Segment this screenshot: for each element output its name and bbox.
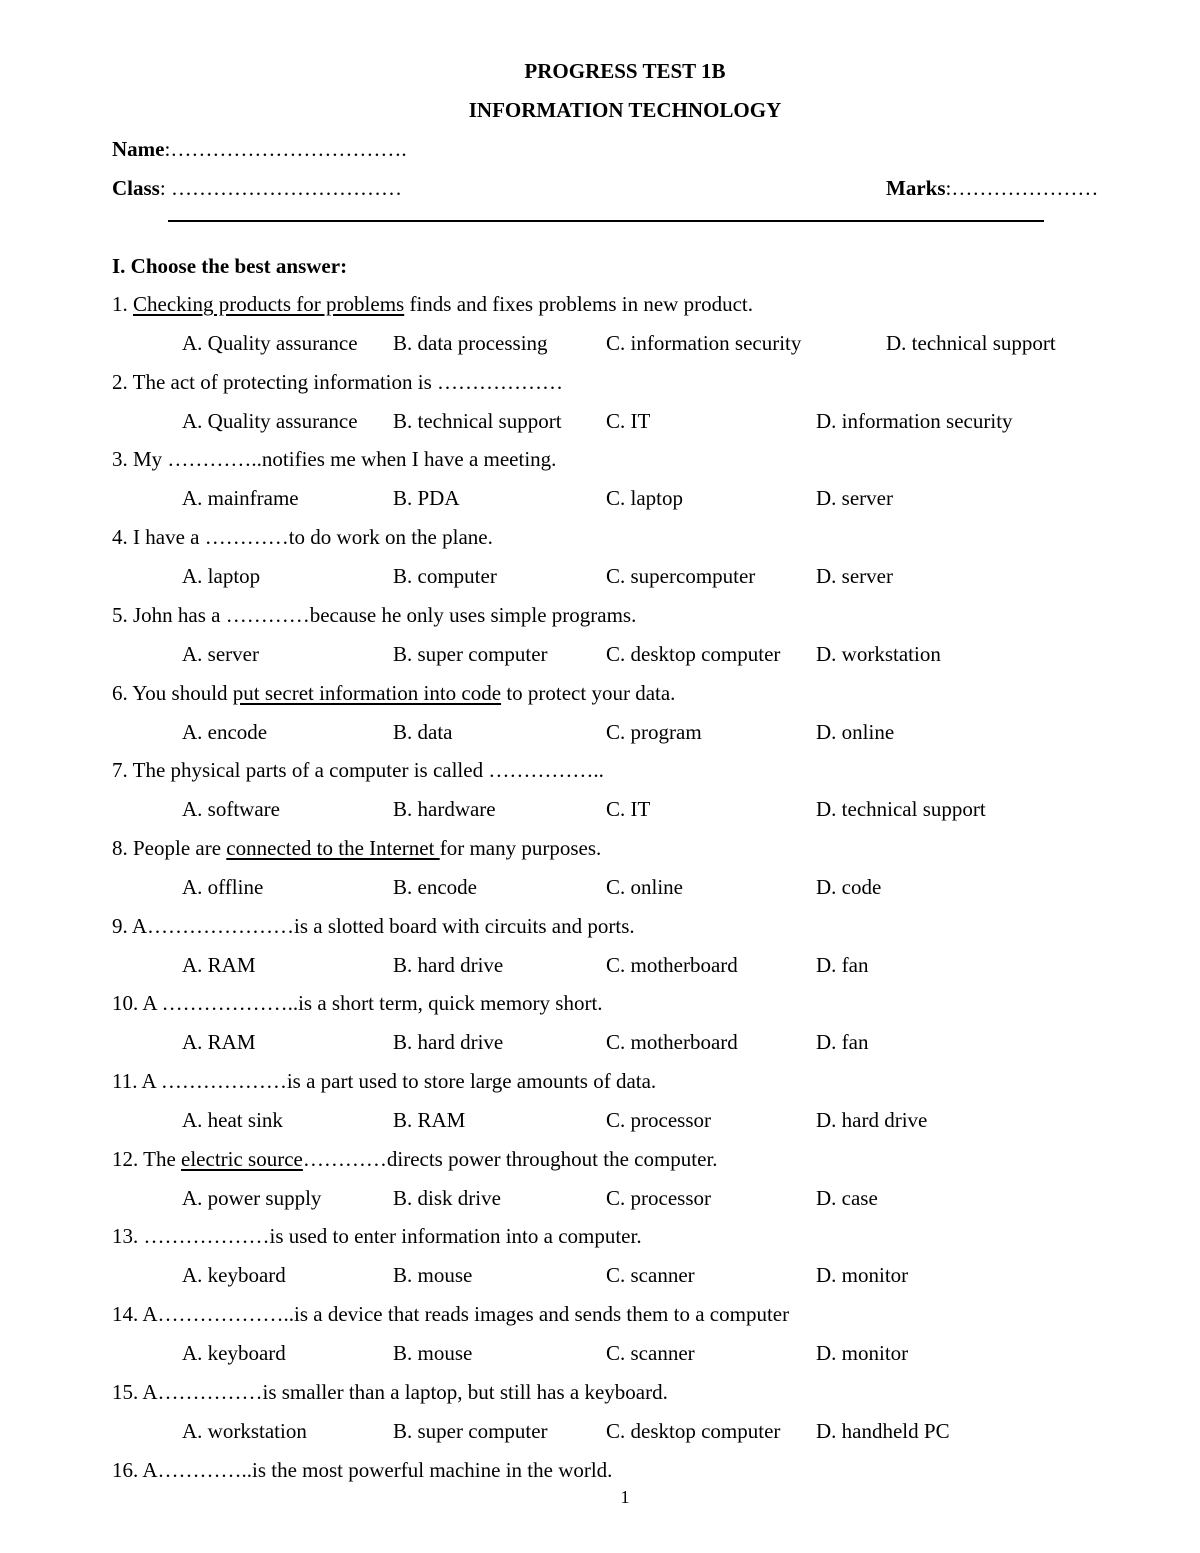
section-title: I. Choose the best answer: — [112, 254, 348, 278]
marks-field — [886, 175, 1098, 201]
answer-option: D. hard drive — [816, 1108, 928, 1132]
question-text — [112, 524, 493, 550]
underlined-phrase: Checking products for problems — [133, 292, 405, 316]
question-stem: 9. A…………………is a slotted board with circuits and ports. — [112, 914, 635, 938]
test-title: PROGRESS TEST 1B — [524, 59, 726, 83]
question-text — [112, 602, 636, 628]
question-stem-end: for many purposes. — [439, 836, 602, 860]
answer-option: C. motherboard — [606, 1030, 738, 1054]
question-stem: 8. People are — [112, 836, 227, 860]
answer-option: D. server — [816, 486, 893, 510]
underlined-phrase: put secret information into code — [232, 681, 502, 705]
answer-option: D. technical support — [816, 797, 986, 821]
question-stem-end: finds and fixes problems in new product. — [404, 292, 753, 316]
question-stem: 2. The act of protecting information is ……………… — [112, 370, 564, 394]
question-stem: 13. ………………is used to enter information into a computer. — [112, 1224, 642, 1248]
answer-option: B. data processing — [393, 331, 548, 355]
answer-option: C. scanner — [606, 1341, 695, 1365]
answer-option: B. encode — [393, 875, 477, 899]
answer-option: A. heat sink — [182, 1108, 283, 1132]
answer-option: A. laptop — [182, 564, 261, 588]
answer-option: B. hardware — [393, 797, 496, 821]
answer-option: C. laptop — [606, 486, 683, 510]
question-stem: 10. A ………………..is a short term, quick memory short. — [112, 991, 603, 1015]
answer-option: C. scanner — [606, 1263, 695, 1287]
subject-title: INFORMATION TECHNOLOGY — [468, 98, 782, 122]
answer-option: A. encode — [182, 720, 268, 744]
answer-option: D. code — [816, 875, 882, 899]
question-stem-end: …………directs power throughout the computer. — [302, 1147, 718, 1171]
answer-option: D. online — [816, 720, 895, 744]
answer-option: C. online — [606, 875, 683, 899]
answer-option: D. case — [816, 1186, 878, 1210]
question-text — [112, 1301, 789, 1327]
class-label: Class — [112, 176, 160, 200]
answer-option: A. RAM — [182, 1030, 256, 1054]
answer-option: A. keyboard — [182, 1341, 286, 1365]
answer-option: A. keyboard — [182, 1263, 286, 1287]
question-stem: 6. You should — [112, 681, 233, 705]
answer-option: D. handheld PC — [816, 1419, 950, 1443]
question-stem-end: to protect your data. — [501, 681, 676, 705]
answer-option: D. monitor — [816, 1263, 909, 1287]
question-stem: 7. The physical parts of a computer is called …………….. — [112, 758, 604, 782]
answer-option: C. information security — [606, 331, 802, 355]
answer-option: B. mouse — [393, 1341, 473, 1365]
answer-option: A. workstation — [182, 1419, 307, 1443]
question-text — [112, 1068, 656, 1094]
answer-option: A. Quality assurance — [182, 331, 358, 355]
marks-dots: :………………… — [945, 176, 1099, 200]
answer-option: A. power supply — [182, 1186, 322, 1210]
answer-option: B. data — [393, 720, 453, 744]
answer-option: B. PDA — [393, 486, 460, 510]
question-text — [112, 369, 563, 395]
answer-option: B. super computer — [393, 642, 548, 666]
answer-option: C. IT — [606, 409, 651, 433]
answer-option: C. desktop computer — [606, 642, 781, 666]
question-text — [112, 291, 753, 317]
answer-option: A. software — [182, 797, 280, 821]
question-stem: 5. John has a …………because he only uses simple programs. — [112, 603, 637, 627]
underlined-phrase: connected to the Internet — [226, 836, 440, 860]
question-stem: 4. I have a …………to do work on the plane. — [112, 525, 493, 549]
question-text — [112, 680, 675, 706]
name-dots: :……………………………. — [164, 137, 407, 161]
answer-option: C. program — [606, 720, 702, 744]
answer-option: A. RAM — [182, 953, 256, 977]
answer-option: A. offline — [182, 875, 264, 899]
answer-option: C. IT — [606, 797, 651, 821]
answer-option: D. technical support — [886, 331, 1056, 355]
name-field — [112, 136, 407, 162]
answer-option: C. desktop computer — [606, 1419, 781, 1443]
answer-option: B. RAM — [393, 1108, 466, 1132]
question-text — [112, 913, 635, 939]
question-stem: 14. A………………..is a device that reads images and sends them to a computer — [112, 1302, 790, 1326]
answer-option: A. Quality assurance — [182, 409, 358, 433]
question-stem: 3. My …………..notifies me when I have a meeting. — [112, 447, 557, 471]
answer-option: B. disk drive — [393, 1186, 501, 1210]
name-label: Name — [112, 137, 165, 161]
class-field — [112, 175, 402, 201]
answer-option: A. server — [182, 642, 259, 666]
answer-option: D. information security — [816, 409, 1013, 433]
answer-option: D. workstation — [816, 642, 941, 666]
answer-option: B. computer — [393, 564, 497, 588]
answer-option: B. technical support — [393, 409, 562, 433]
underlined-phrase: electric source — [181, 1147, 303, 1171]
answer-option: C. motherboard — [606, 953, 738, 977]
question-stem: 12. The — [112, 1147, 182, 1171]
question-text — [112, 1379, 668, 1405]
question-text — [112, 446, 556, 472]
answer-option: D. monitor — [816, 1341, 909, 1365]
answer-option: D. fan — [816, 1030, 869, 1054]
question-text — [112, 990, 603, 1016]
question-text — [112, 1457, 612, 1483]
header-divider — [168, 220, 1044, 222]
answer-option: D. fan — [816, 953, 869, 977]
page-number: 1 — [620, 1487, 630, 1507]
answer-option: C. processor — [606, 1186, 711, 1210]
answer-option: A. mainframe — [182, 486, 299, 510]
answer-option: B. hard drive — [393, 953, 504, 977]
answer-option: B. super computer — [393, 1419, 548, 1443]
answer-option: D. server — [816, 564, 893, 588]
answer-option: C. supercomputer — [606, 564, 756, 588]
answer-option: B. hard drive — [393, 1030, 504, 1054]
question-text — [112, 1223, 642, 1249]
answer-option: C. processor — [606, 1108, 711, 1132]
question-stem: 11. A ………………is a part used to store large amounts of data. — [112, 1069, 657, 1093]
class-dots: : …………………………… — [159, 176, 402, 200]
question-text — [112, 1146, 718, 1172]
question-text — [112, 835, 601, 861]
question-text — [112, 757, 604, 783]
question-stem: 16. A…………..is the most powerful machine in the world. — [112, 1458, 613, 1482]
question-stem: 15. A……………is smaller than a laptop, but still has a keyboard. — [112, 1380, 668, 1404]
answer-option: B. mouse — [393, 1263, 473, 1287]
question-stem: 1. — [112, 292, 133, 316]
marks-label: Marks — [886, 176, 946, 200]
